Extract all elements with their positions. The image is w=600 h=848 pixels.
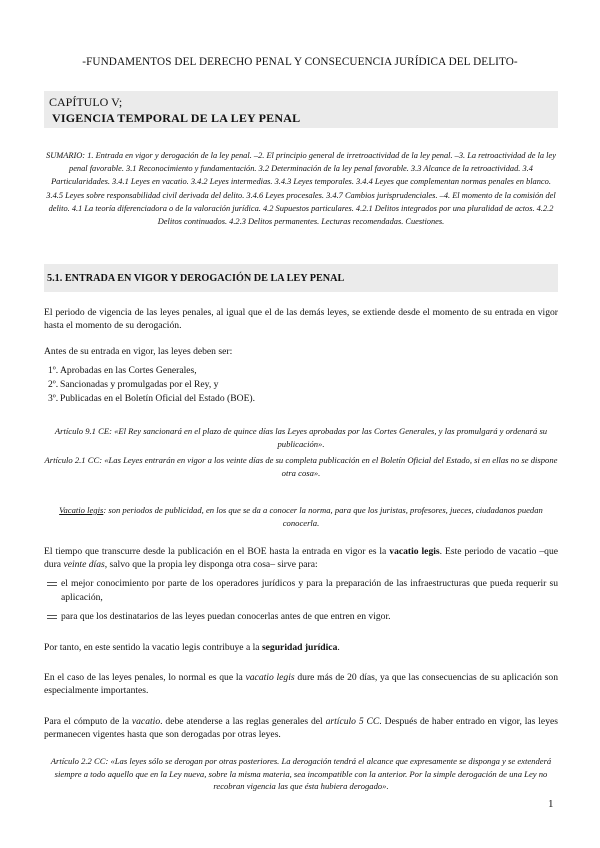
section-heading: 5.1. ENTRADA EN VIGOR Y DEROGACIÓN DE LA LEY PENAL: [44, 264, 558, 292]
text-run: . debe atenderse a las reglas generales del: [160, 716, 326, 727]
emphasis-articulo-5-cc: artículo 5 CC: [325, 716, 380, 727]
chapter-title: VIGENCIA TEMPORAL DE LA LEY PENAL: [52, 111, 301, 125]
chapter-label: CAPÍTULO V;: [49, 95, 123, 109]
paragraph-computation: [44, 715, 558, 741]
list-text: el mejor conocimiento por parte de los operadores jurídicos y para la preparación de las infraestructuras que pueda requerir su aplicación,: [61, 578, 558, 603]
paragraph-validity-period: El periodo de vigencia de las leyes penales, al igual que el de las demás leyes, se extiende desde el momento de su entrada en vigor hasta el momento de su derogación.: [44, 307, 558, 332]
list-number: 2º.: [48, 378, 59, 390]
text-run: dure más de 20 días, ya que las consecuencias de su aplicación son especialmente importantes.: [44, 672, 558, 697]
list-text: Sancionadas y promulgadas por el Rey, y: [60, 378, 219, 390]
paragraph-legal-certainty: [44, 641, 558, 654]
text-run: .: [337, 642, 340, 653]
purposes-list: [44, 577, 558, 623]
text-run: El tiempo que transcurre desde la publicación en el BOE hasta la entrada en vigor es la: [44, 546, 390, 557]
text-run: . Después de haber entrado en vigor, las leyes permanecen vigentes hasta que son derogadas por otras leyes.: [44, 716, 558, 741]
paragraph-vacatio-period: [44, 545, 558, 571]
emphasis-veinte-dias: veinte días: [63, 559, 105, 571]
list-item: [44, 378, 558, 392]
requirements-list: [44, 364, 558, 405]
paragraph-requirements-intro: Antes de su entrada en vigor, las leyes deben ser:: [44, 346, 233, 357]
text-run: , salvo que la propia ley disponga otra cosa– sirve para:: [104, 559, 318, 571]
list-text: Aprobadas en las Cortes Generales,: [60, 365, 197, 376]
definition-vacatio-legis: [44, 504, 558, 529]
emphasis-vacatio: vacatio: [131, 716, 161, 727]
chapter-header: [44, 91, 558, 128]
definition-term: Vacatio legis: [59, 505, 104, 515]
text-run: En el caso de las leyes penales, lo normal es que la: [44, 672, 246, 683]
chapter-summary: SUMARIO: 1. Entrada en vigor y derogación de la ley penal. –2. El principio general de irretroactividad de la ley penal. –3. La retroactividad de la ley penal favorable. 3.1 Reconocimiento y fundamentación. 3.2 Determinación de la ley penal favorable. 3.3 Alcance de la retroactividad. 3.4 Particularidades. 3.4.1 Leyes en vacatio. 3.4.2 Leyes intermedias. 3.4.3 Leyes temporales. 3.4.4 Leyes que complementan normas penales en blanco. 3.4.5 Leyes sobre responsabilidad civil derivada del delito. 3.4.6 Leyes procesales. 3.4.7 Cambios jurisprudenciales. –4. El momento de la comisión del delito. 4.1 La teoría diferenciadora o de la valoración jurídica. 4.2 Supuestos particulares. 4.2.1 Delitos integrados por una pluralidad de actos. 4.2.2 Delitos continuados. 4.2.3 Delitos permanentes. Lecturas recomendadas. Cuestiones.: [46, 151, 556, 227]
text-run: Por tanto, en este sentido la vacatio legis contribuye a la: [44, 642, 262, 653]
list-number: 3º.: [48, 392, 59, 404]
emphasis-vacatio-legis: vacatio legis: [389, 546, 440, 557]
definition-text: : son periodos de publicidad, en los que se da a conocer la norma, para que los juristas, profesores, jueces, ciudadanos puedan conocerla.: [103, 505, 543, 528]
list-item: [44, 364, 558, 378]
list-item: [44, 392, 558, 406]
quote-article-9-1-ce: Artículo 9.1 CE: «El Rey sancionará en el plazo de quince días las Leyes aprobadas por las Cortes Generales, y las promulgará y ordenará su publicación».: [54, 426, 548, 449]
list-number: 1º.: [48, 365, 59, 376]
page-number: 1: [548, 798, 554, 810]
list-text: Publicadas en el Boletín Oficial del Estado (BOE).: [60, 392, 256, 404]
paragraph-penal-laws-vacatio: [44, 671, 558, 697]
list-item: [44, 610, 558, 624]
list-item: [44, 577, 558, 605]
list-text: para que los destinatarios de las leyes puedan conocerlas antes de que entren en vigor.: [61, 610, 391, 622]
quote-article-2-1-cc: Artículo 2.1 CC: «Las Leyes entrarán en vigor a los veinte días de su completa publicación en el Boletín Oficial del Estado, si en ellas no se dispone otra cosa».: [44, 455, 558, 478]
double-dash-bullet-icon: [47, 615, 57, 619]
emphasis-vacatio-legis: vacatio legis: [245, 672, 295, 683]
quote-article-2-2-cc: Artículo 2.2 CC: «Las leyes sólo se derogan por otras posteriores. La derogación tendrá el alcance que expresamente se disponga y se extenderá siempre a todo aquello que en la Ley nueva, sobre la misma materia, sea incompatible con la anterior. Por la simple derogación de una Ley no recobran vigencia las que ésta hubiera derogado».: [50, 756, 552, 792]
text-run: . Este periodo de vacatio –que dura: [44, 546, 559, 571]
emphasis-seguridad-juridica: seguridad jurídica: [261, 642, 338, 653]
document-title: -FUNDAMENTOS DEL DERECHO PENAL Y CONSECUENCIA JURÍDICA DEL DELITO-: [82, 56, 518, 68]
double-dash-bullet-icon: [47, 582, 57, 586]
text-run: Para el cómputo de la: [44, 716, 132, 727]
